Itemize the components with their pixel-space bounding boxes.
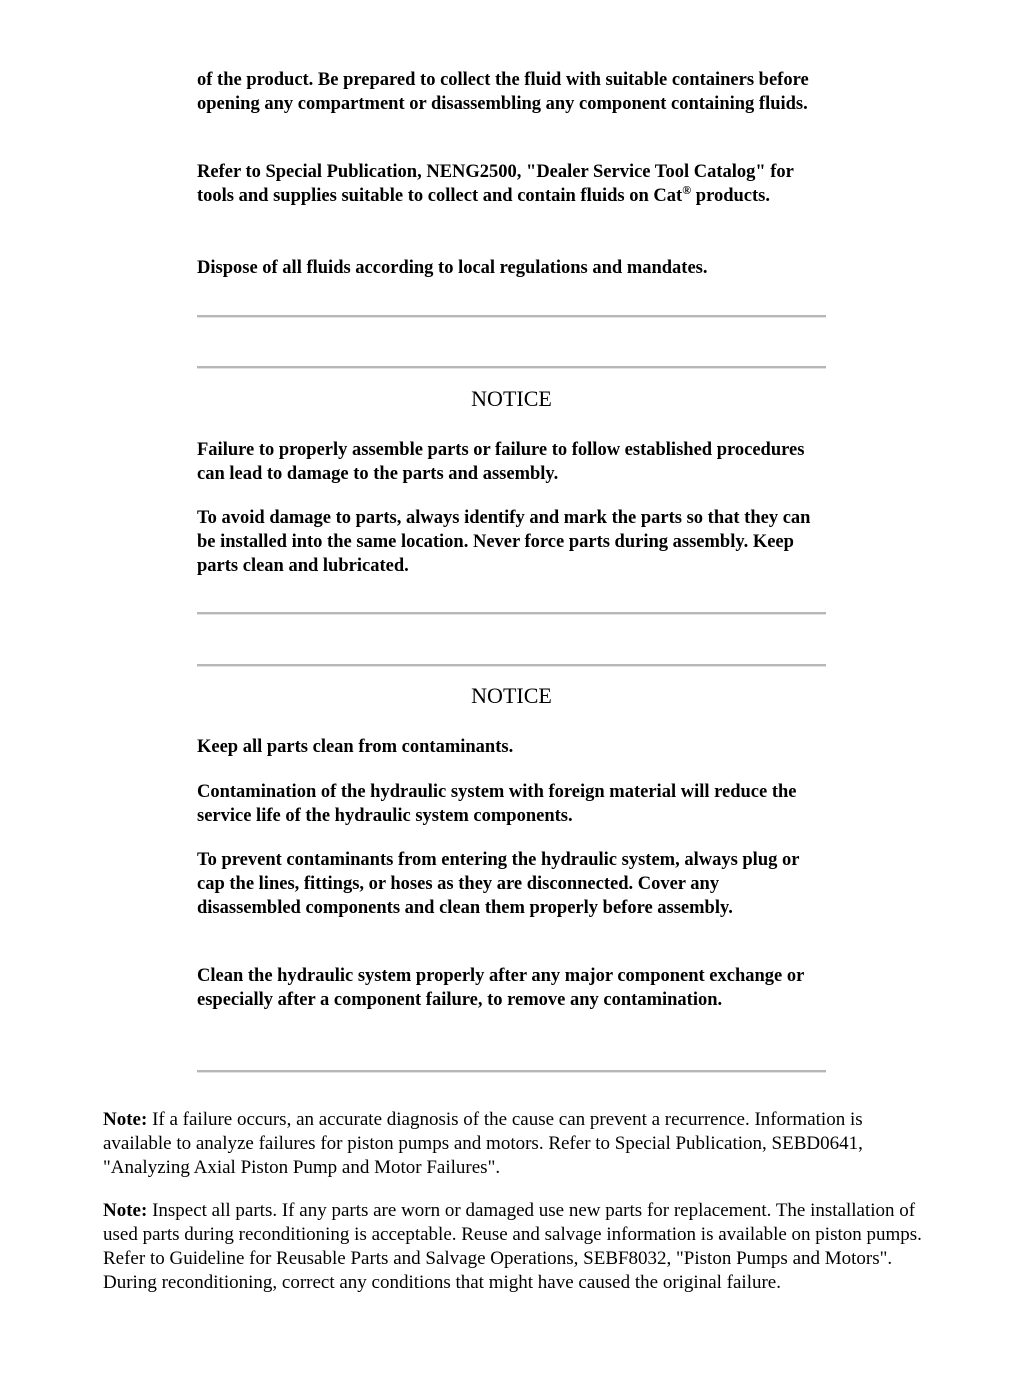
- note-text: Inspect all parts. If any parts are worn or damaged use new parts for replacement. The installation of used parts during reconditioning is acceptable. Reuse and salvage information is available on piston pumps. Refer to Guideline for Reusable Parts and Salvage Operations, SEBF8032, "Piston Pumps and Motors". During reconditioning, correct any conditions that might have caused the original failure.: [103, 1200, 922, 1293]
- contamination-paragraph: Contamination of the hydraulic system with foreign material will reduce the service life of the hydraulic system components.: [197, 782, 797, 826]
- note-text: If a failure occurs, an accurate diagnosis of the cause can prevent a recurrence. Information is available to analyze failures for piston pumps and motors. Refer to Special Publication, SEBD0641, "Analyzing Axial Piston Pump and Motor Failures".: [103, 1109, 863, 1178]
- notice-heading: NOTICE: [471, 386, 552, 411]
- note-label: Note:: [103, 1200, 148, 1221]
- keep-clean-paragraph: Keep all parts clean from contaminants.: [197, 737, 514, 757]
- tool-catalog-tail: products.: [691, 186, 770, 206]
- inspect-parts-note: [103, 1199, 923, 1295]
- divider-rule: [197, 315, 826, 318]
- registered-mark: ®: [682, 182, 692, 197]
- fluid-collection-paragraph: of the product. Be prepared to collect the fluid with suitable containers before opening any compartment or disassembling any component containing fluids.: [197, 70, 809, 114]
- tool-catalog-text: Refer to Special Publication, NENG2500, "Dealer Service Tool Catalog" for tools and supplies suitable to collect and contain fluids on: [197, 162, 794, 206]
- notice-heading: NOTICE: [471, 683, 552, 708]
- avoid-damage-paragraph: To avoid damage to parts, always identify and mark the parts so that they can be installed into the same location. Never force parts during assembly. Keep parts clean and lubricated.: [197, 508, 811, 576]
- note-label: Note:: [103, 1109, 148, 1130]
- clean-system-paragraph: Clean the hydraulic system properly after any major component exchange or especially after a component failure, to remove any contamination.: [197, 966, 805, 1010]
- divider-rule: [197, 612, 826, 615]
- divider-rule: [197, 366, 826, 369]
- fluid-disposal-paragraph: Dispose of all fluids according to local regulations and mandates.: [197, 258, 708, 278]
- cat-brand: Cat: [653, 186, 683, 206]
- divider-rule: [197, 664, 826, 667]
- failure-diagnosis-note: [103, 1108, 923, 1180]
- assembly-failure-paragraph: Failure to properly assemble parts or failure to follow established procedures can lead to damage to the parts and assembly.: [197, 440, 805, 484]
- tool-catalog-paragraph: [197, 160, 827, 208]
- divider-rule: [197, 1070, 826, 1073]
- prevent-contaminants-paragraph: To prevent contaminants from entering the hydraulic system, always plug or cap the lines, fittings, or hoses as they are disconnected. Cover any disassembled components and clean them properly before assembly.: [197, 850, 800, 918]
